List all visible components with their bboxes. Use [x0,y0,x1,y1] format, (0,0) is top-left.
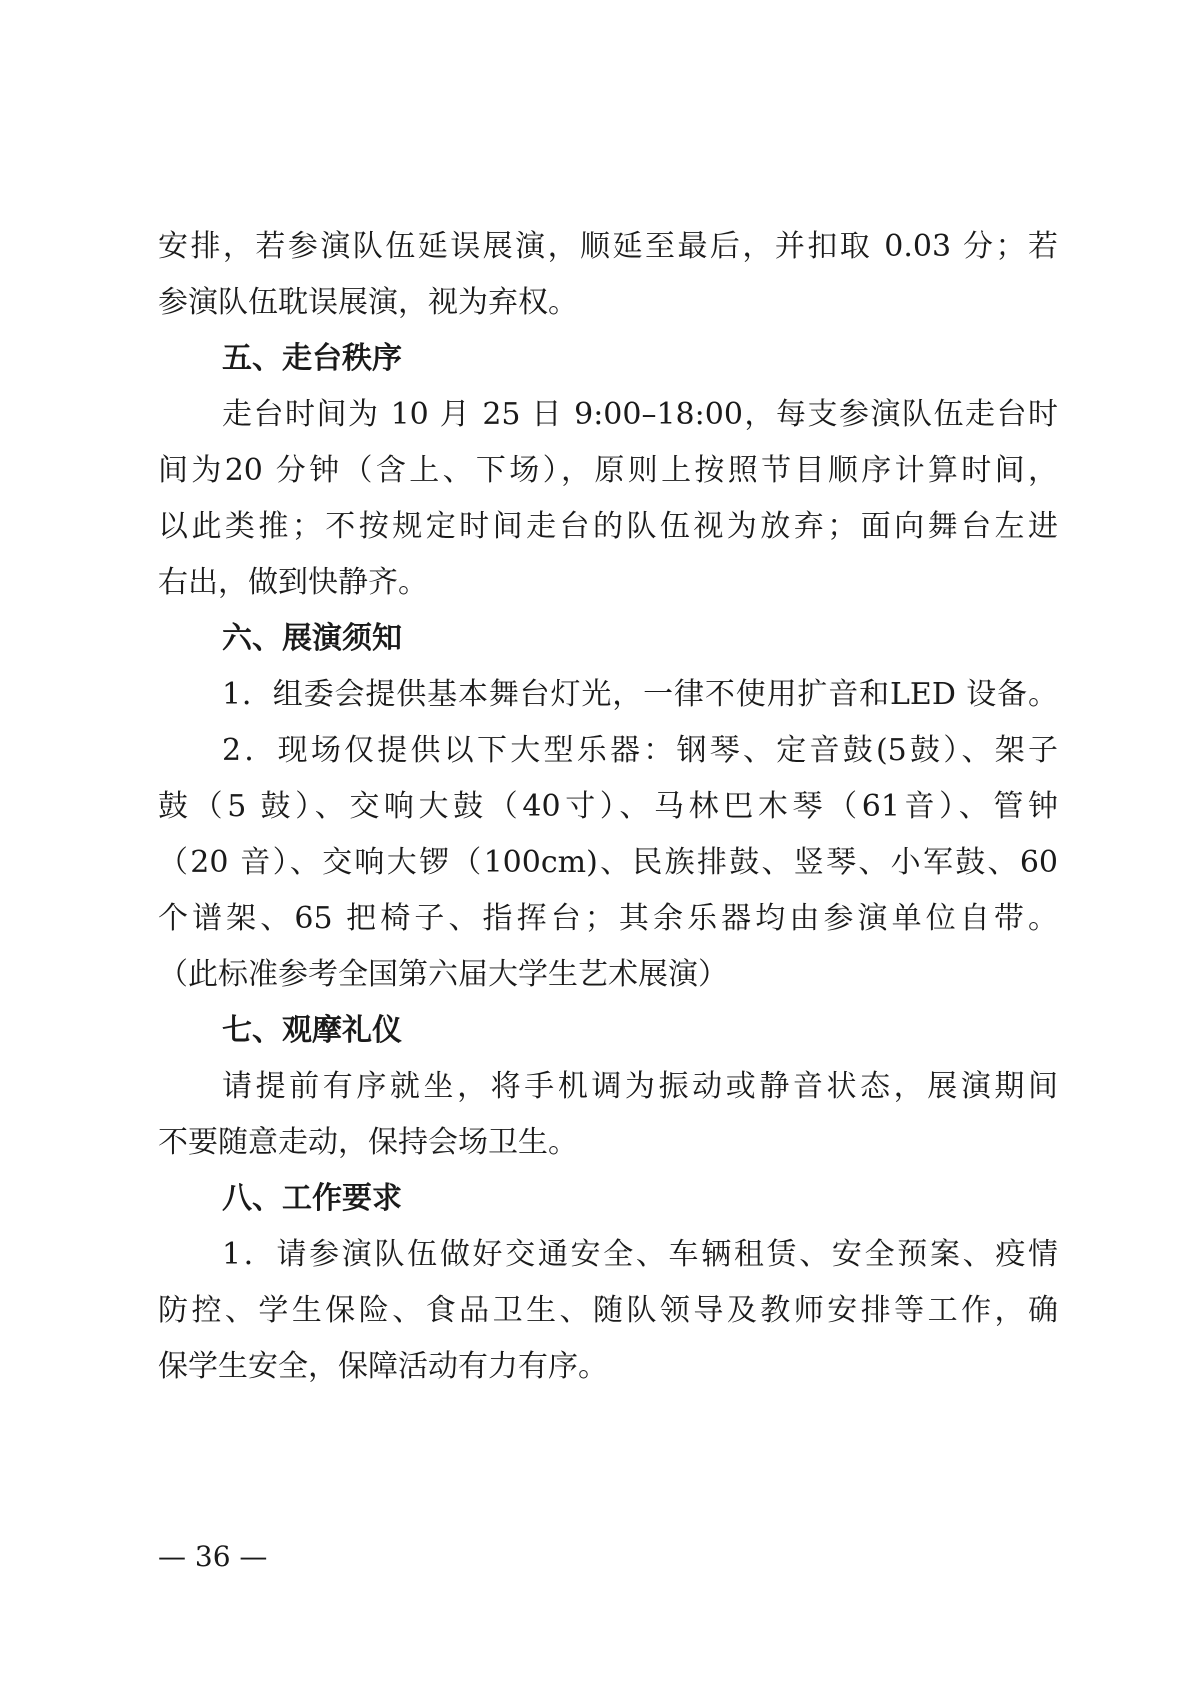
paragraph-line: 个谱架、65 把椅子、指挥台；其余乐器均由参演单位自带。 [158,901,1058,936]
paragraph-line: 右出，做到快静齐。 [158,565,428,600]
section-heading-5: 五、走台秩序 [222,341,402,376]
paragraph-line: （20 音）、交响大锣（100cm)、民族排鼓、竖琴、小军鼓、60 [158,845,1058,880]
list-item: 1．请参演队伍做好交通安全、车辆租赁、安全预案、疫情 [222,1237,1058,1272]
page-number: — 36 — [158,1540,268,1573]
paragraph-line: 鼓（5 鼓）、交响大鼓（40寸）、马林巴木琴（61音）、管钟 [158,789,1058,824]
paragraph-line: 以此类推；不按规定时间走台的队伍视为放弃；面向舞台左进 [158,509,1058,544]
paragraph-line: 安排，若参演队伍延误展演，顺延至最后，并扣取 0.03 分；若 [158,229,1058,264]
paragraph-line: 走台时间为 10 月 25 日 9:00–18:00，每支参演队伍走台时 [222,397,1058,432]
paragraph-line: 间为20 分钟（含上、下场），原则上按照节目顺序计算时间， [158,453,1058,488]
section-heading-6: 六、展演须知 [222,621,402,656]
paragraph-line: 保学生安全，保障活动有力有序。 [158,1349,608,1384]
section-heading-8: 八、工作要求 [222,1181,402,1216]
paragraph-line: （此标准参考全国第六届大学生艺术展演） [158,957,728,992]
section-heading-7: 七、观摩礼仪 [222,1013,402,1048]
paragraph-line: 参演队伍耽误展演，视为弃权。 [158,285,578,320]
list-item: 2．现场仅提供以下大型乐器：钢琴、定音鼓(5鼓）、架子 [222,733,1058,768]
paragraph-line: 防控、学生保险、食品卫生、随队领导及教师安排等工作，确 [158,1293,1058,1328]
paragraph-line: 请提前有序就坐，将手机调为振动或静音状态，展演期间 [222,1069,1058,1104]
list-item: 1．组委会提供基本舞台灯光，一律不使用扩音和LED 设备。 [222,677,1058,712]
paragraph-line: 不要随意走动，保持会场卫生。 [158,1125,578,1160]
